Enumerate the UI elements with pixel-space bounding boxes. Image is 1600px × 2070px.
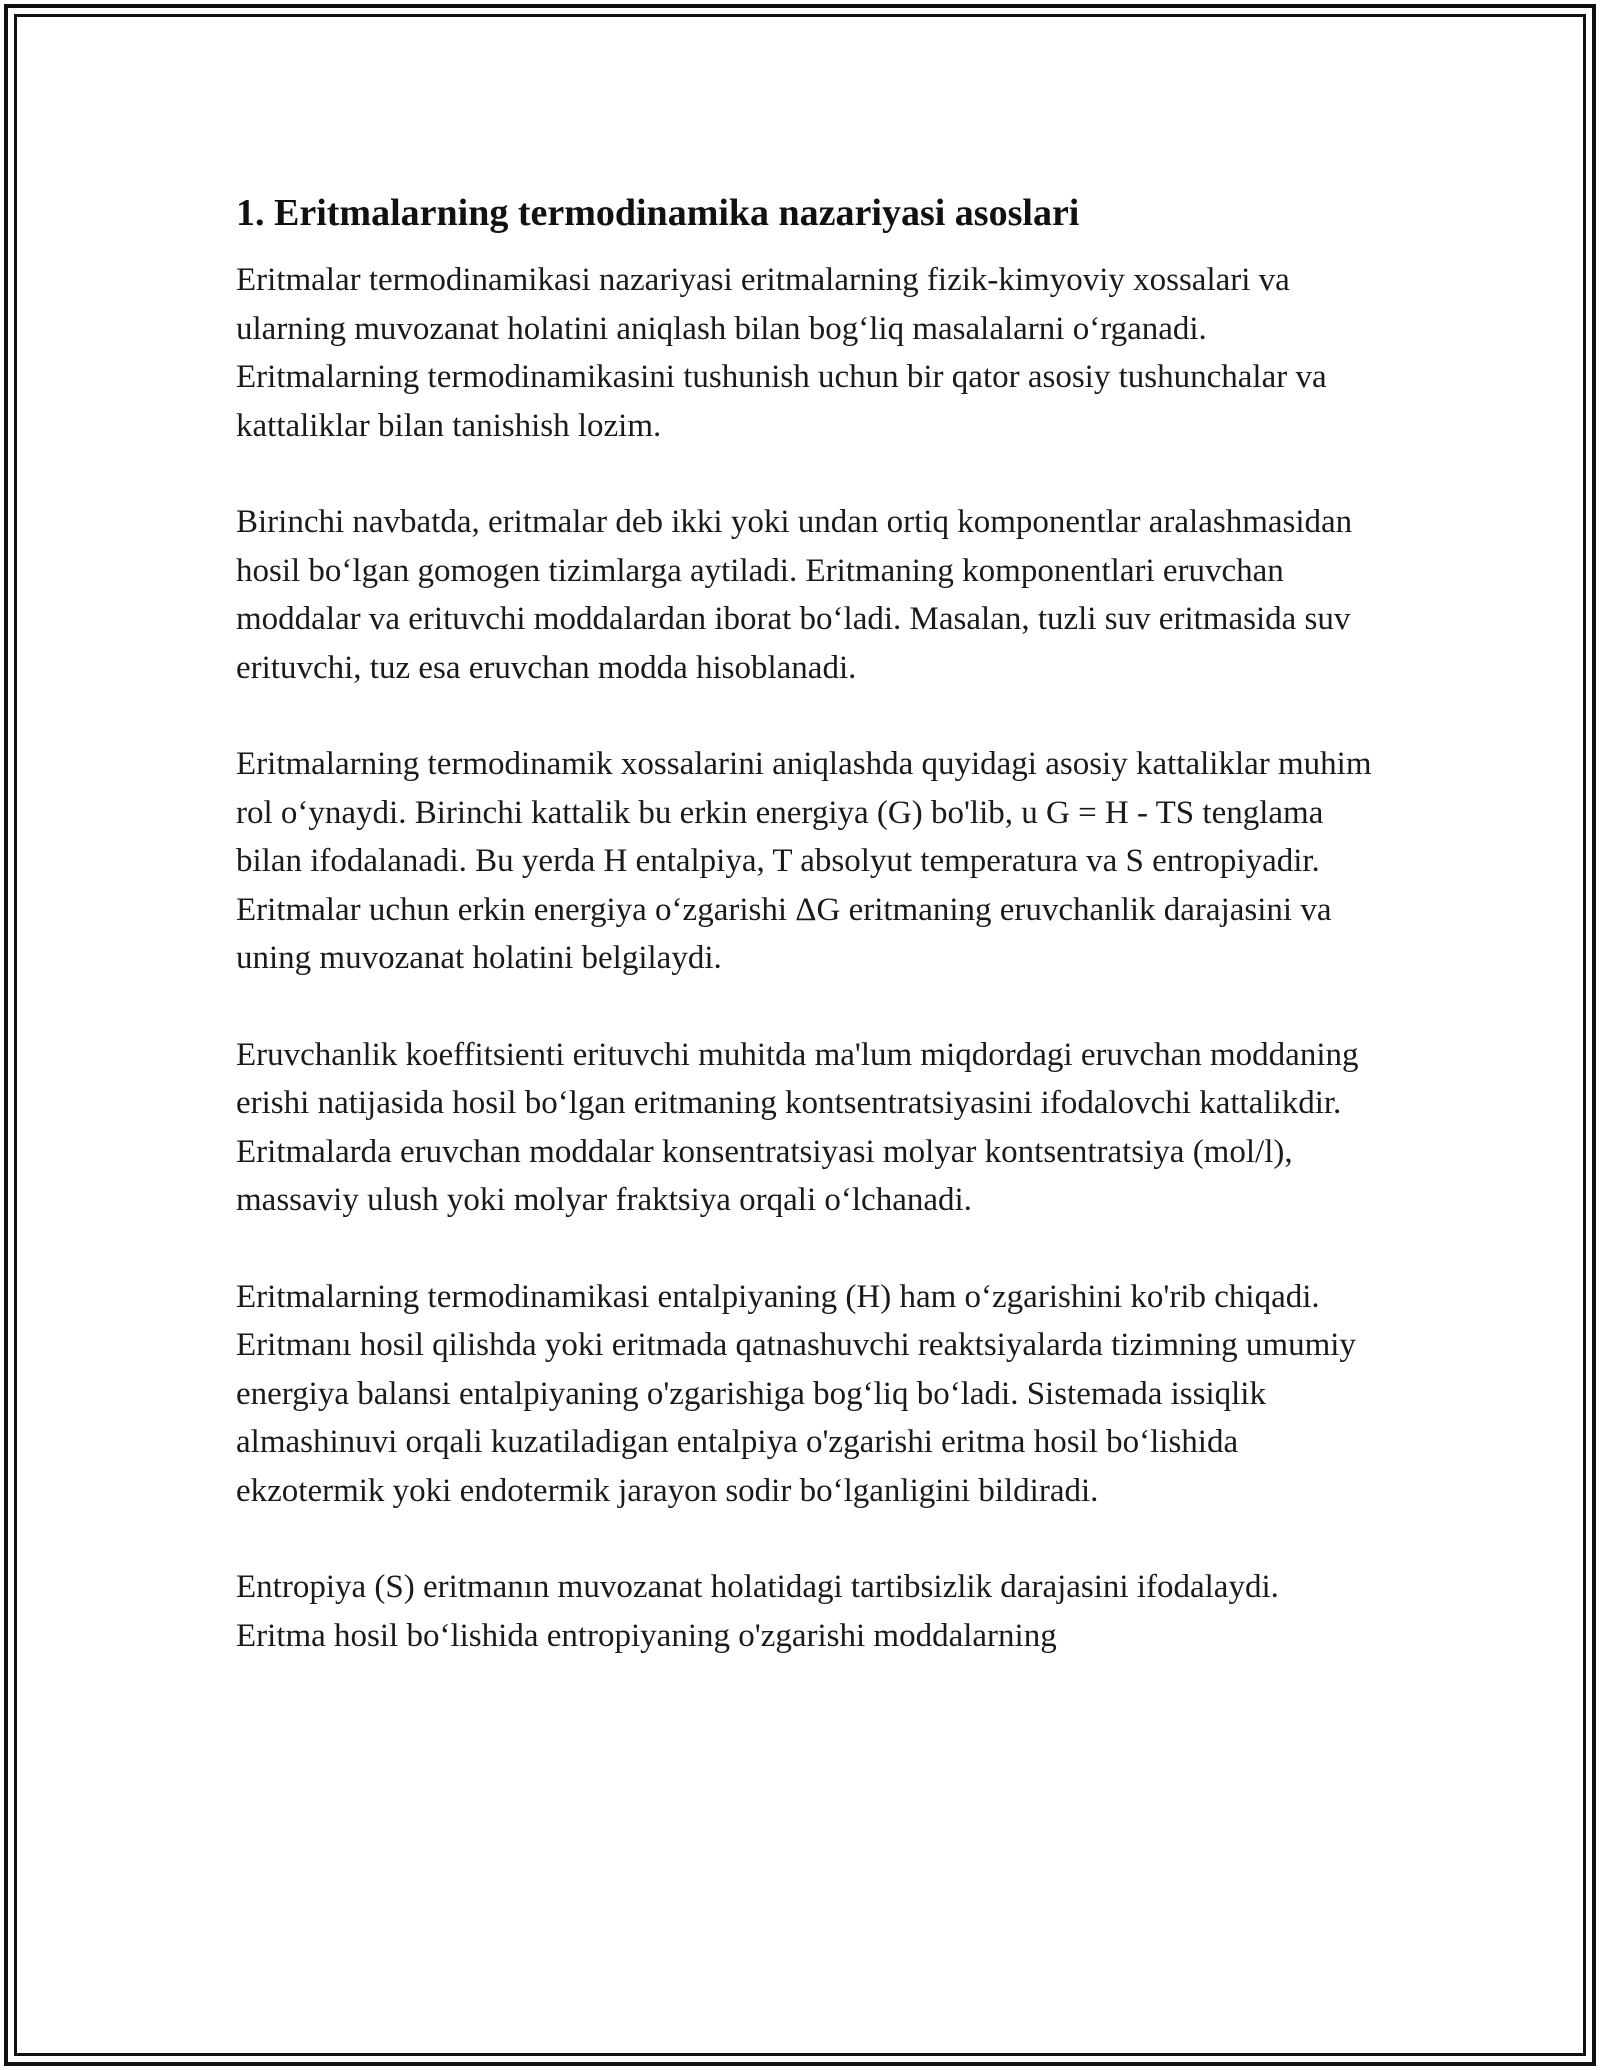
paragraph-enthalpy: Eritmalarning termodinamikasi entalpiyaning (H) ham o‘zgarishini ko'rib chiqadi. Eritmanı hosil qilishda yoki eritmada qatnashuvchi reaktsiyalarda tizimning umumiy energiya balansi entalpiyaning o'zgarishiga bog‘liq bo‘ladi. Sistemada issiqlik almashinuvi orqali kuzatiladigan entalpiya o'zgarishi eritma hosil bo‘lishida ekzotermik yoki endotermik jarayon sodir bo‘lganligini bildiradi. [236,1278,1356,1509]
document-body [236,186,1376,1708]
paragraph-intro: Eritmalar termodinamikasi nazariyasi eritmalarning fizik-kimyoviy xossalari va ularning muvozanat holatini aniqlash bilan bog‘liq masalalarni o‘rganadi. Eritmalarning termodinamikasini tushunish uchun bir qator asosiy tushunchalar va kattaliklar bilan tanishish lozim. [236,262,1327,444]
paragraph-free-energy: Eritmalarning termodinamik xossalarini aniqlashda quyidagi asosiy kattaliklar muhim rol o‘ynaydi. Birinchi kattalik bu erkin energiya (G) bo'lib, u G = H - TS tenglama bilan ifodalanadi. Bu yerda H entalpiya, T absolyut temperatura va S entropiyadir. Eritmalar uchun erkin energiya o‘zgarishi ΔG eritmaning eruvchanlik darajasini va uning muvozanat holatini belgilaydi. [236,746,1372,976]
section-heading: 1. Eritmalarning termodinamika nazariyasi asoslari [236,192,1080,234]
paragraph-solubility: Eruvchanlik koeffitsienti erituvchi muhitda ma'lum miqdordagi eruvchan moddaning erishi natijasida hosil bo‘lgan eritmaning kontsentratsiyasini ifodalovchi kattalikdir. Eritmalarda eruvchan moddalar konsentratsiyasi molyar kontsentratsiya (mol/l), massaviy ulush yoki molyar fraktsiya orqali o‘lchanadi. [236,1036,1359,1218]
paragraph-entropy: Entropiya (S) eritmanın muvozanat holatidagi tartibsizlik darajasini ifodalaydi. Eritma hosil bo‘lishida entropiyaning o'zgarishi moddalarning [236,1569,1279,1654]
paragraph-definition: Birinchi navbatda, eritmalar deb ikki yoki undan ortiq komponentlar aralashmasidan hosil bo‘lgan gomogen tizimlarga aytiladi. Eritmaning komponentlari eruvchan moddalar va erituvchi moddalardan iborat bo‘ladi. Masalan, tuzli suv eritmasida suv erituvchi, tuz esa eruvchan modda hisoblanadi. [236,504,1353,686]
